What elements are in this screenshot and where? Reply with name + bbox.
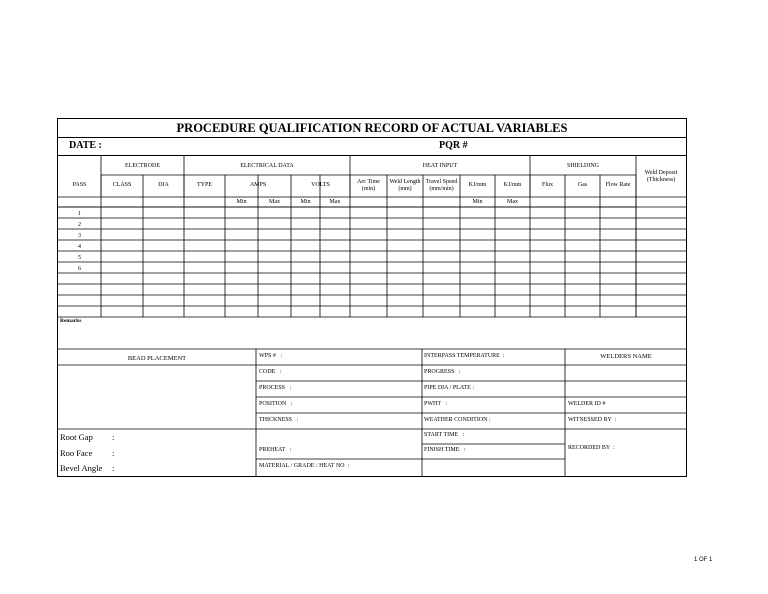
subhead-amps-max: Max — [269, 199, 280, 205]
col-flux: Flux — [541, 182, 553, 188]
pqr-number-label: PQR # — [439, 140, 468, 151]
start-time-field[interactable]: START TIME : — [424, 432, 465, 438]
col-gas: Gas — [577, 182, 588, 188]
thickness-field[interactable]: THICKNESS : — [259, 417, 299, 423]
col-pass: PASS — [72, 182, 87, 188]
col-kj-max: KJ/mm — [503, 182, 522, 188]
root-face-value[interactable]: : — [112, 448, 115, 458]
group-electrode: ELECTRODE — [125, 163, 160, 169]
col-type: TYPE — [197, 182, 212, 188]
process-field[interactable]: PROCESS : — [259, 385, 292, 391]
subhead-amps-min: Min — [236, 199, 247, 205]
progress-field[interactable]: PROGRESS : — [424, 369, 461, 375]
group-electrical-data: ELECTRICAL DATA — [240, 163, 294, 169]
wps-field[interactable]: WPS # : — [259, 353, 283, 359]
code-field[interactable]: CODE : — [259, 369, 282, 375]
subhead-volts-max: Max — [329, 199, 341, 205]
pass-number: 5 — [78, 255, 81, 261]
pass-number: 1 — [78, 211, 81, 217]
pipe-dia-plate-field[interactable]: PIPE DIA / PLATE : — [424, 385, 475, 391]
page-number: 1 OF 1 — [694, 557, 713, 563]
subhead-kj-min: Min — [472, 199, 483, 205]
pass-number: 4 — [78, 244, 81, 250]
remarks-label: Remarks — [60, 318, 82, 324]
bead-placement-label: BEAD PLACEMENT — [127, 355, 187, 362]
group-shielding: SHIELDING — [567, 163, 599, 169]
witnessed-by-field[interactable]: WITNESSED BY : — [568, 417, 617, 423]
welder-id-field[interactable]: WELDER ID # — [568, 401, 606, 407]
pqr-form — [57, 118, 687, 477]
col-amps: AMPS — [249, 182, 267, 188]
root-gap-value[interactable]: : — [112, 432, 115, 442]
root-gap-label: Root Gap — [60, 432, 93, 442]
interpass-temperature-field[interactable]: INTERPASS TEMPERATURE : — [424, 353, 505, 359]
col-weld-length: Weld Length (mm) — [389, 179, 421, 192]
pwht-field[interactable]: PWHT : — [424, 401, 448, 407]
welders-name-label: WELDERS NAME — [600, 353, 652, 360]
bevel-angle-value[interactable]: : — [112, 463, 115, 473]
subhead-volts-min: Min — [300, 199, 311, 205]
col-arc-time: Arc Time (min) — [357, 179, 380, 192]
bevel-angle-label: Bevel Angle — [60, 463, 103, 473]
col-flow-rate: Flow Rate — [605, 182, 631, 188]
root-face-label: Roo Face — [60, 448, 93, 458]
preheat-field[interactable]: PREHEAT : — [259, 447, 292, 453]
col-volts: VOLTS — [311, 182, 330, 188]
col-travel-speed: Travel Speed (mm/min) — [425, 179, 458, 192]
form-title: PROCEDURE QUALIFICATION RECORD OF ACTUAL VARIABLES — [58, 119, 686, 138]
pass-number: 6 — [78, 266, 81, 272]
pass-number: 2 — [78, 222, 81, 228]
weather-condition-field[interactable]: WEATHER CONDITION : — [424, 417, 491, 423]
position-field[interactable]: POSITION : — [259, 401, 293, 407]
date-row — [58, 137, 686, 156]
col-weld-deposit: Weld Deposit (Thickness) — [644, 170, 678, 183]
col-dia: DIA — [158, 182, 169, 188]
col-kj-min: KJ/mm — [468, 182, 487, 188]
date-label: DATE : — [69, 140, 102, 151]
col-class: CLASS — [112, 182, 132, 188]
subhead-kj-max: Max — [507, 199, 518, 205]
material-field[interactable]: MATERIAL / GRADE / HEAT NO : — [259, 463, 350, 469]
pass-number: 3 — [78, 233, 81, 239]
finish-time-field[interactable]: FINISH TIME : — [424, 447, 466, 453]
recorded-by-field[interactable]: RECORDED BY : — [568, 445, 615, 451]
group-heat-input: HEAT INPUT — [422, 163, 458, 169]
